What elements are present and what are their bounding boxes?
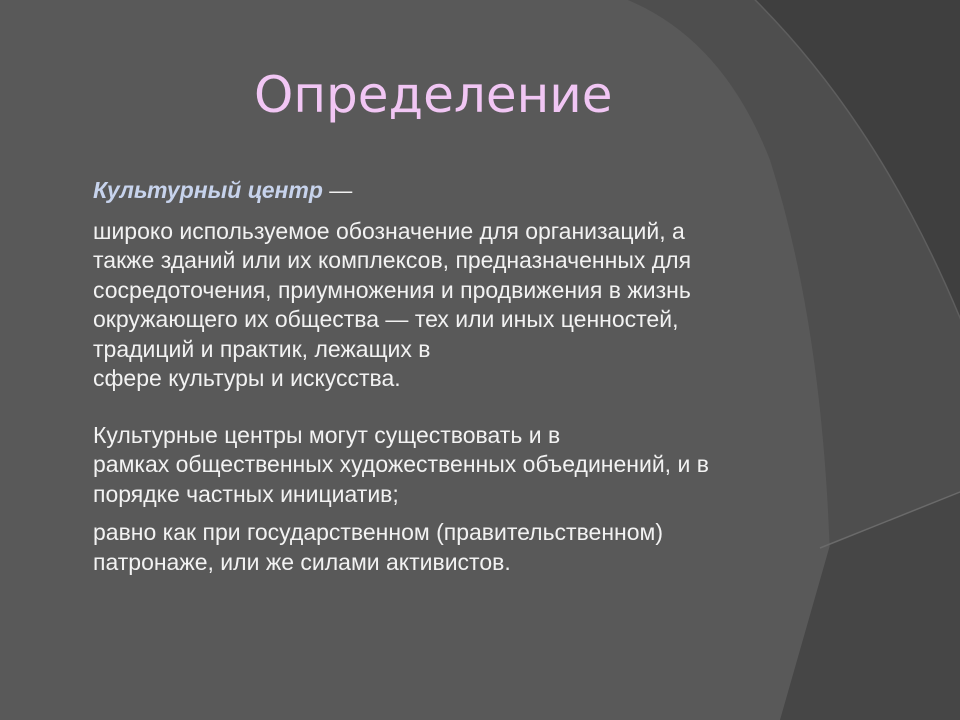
paragraph-cultural-centers: Культурные центры могут существовать и в рамках общественных художественных объединений, и в порядке частных инициатив; — [93, 421, 709, 507]
definition-text: широко используемое обозначение для организаций, а также зданий или их комплексов, предназначенных для сосредоточения, приумножения и продвижения в жизнь окружающего их общества — тех или иных ценностей, традиций и практик, лежащих в сфере культуры и искусства. — [93, 217, 692, 391]
slide-body — [93, 176, 873, 577]
definition-term: Культурный центр — [93, 177, 323, 203]
definition-term-line — [93, 176, 873, 206]
paragraph-patronage: равно как при государственном (правительственном) патронаже, или же силами активистов. — [93, 519, 664, 575]
definition-dash: — — [322, 177, 353, 203]
slide-title: Определение — [254, 66, 613, 124]
